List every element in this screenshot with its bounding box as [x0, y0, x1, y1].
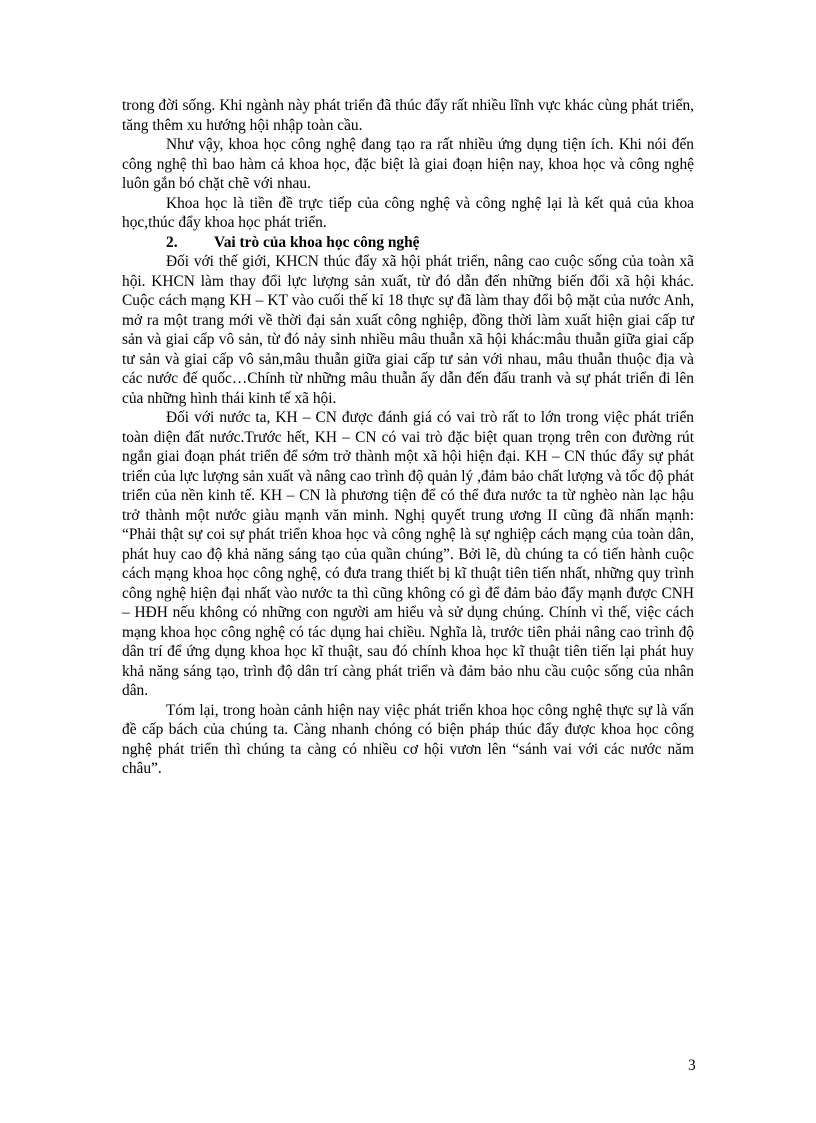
- paragraph-khcn-tien-ich: Như vậy, khoa học công nghệ đang tạo ra rất nhiều ứng dụng tiện ích. Khi nói đến công nghệ thì bao hàm cả khoa học, đặc biệt là giai đoạn hiện nay, khoa học và công nghệ luôn gắn bó chặt chẽ với nhau.: [122, 136, 694, 192]
- page-number: 3: [688, 1057, 696, 1074]
- section-heading: [122, 233, 694, 253]
- paragraph-the-gioi: Đối với thế giới, KHCN thúc đẩy xã hội phát triển, nâng cao cuộc sống của toàn xã hội. KHCN làm thay đổi lực lượng sản xuất, từ đó dẫn đến những biến đổi xã hội khác. Cuộc cách mạng KH – KT vào cuối thế kỉ 18 thực sự đã làm thay đổi bộ mặt của nước Anh, mở ra một trang mới về thời đại sản xuất công nghiệp, đồng thời làm xuất hiện giai cấp tư sản và giai cấp vô sản, từ đó nảy sinh nhiều mâu thuẫn xã hội khác:mâu thuẫn giữa giai cấp tư sản và giai cấp vô sản,mâu thuẫn giữa giai cấp tư sản với nhau, mâu thuẫn thuộc địa và các nước đế quốc…Chính từ những mâu thuẫn ấy dẫn đến đấu tranh và sự phát triển đi lên của những hình thái kinh tế xã hội.: [122, 253, 694, 407]
- paragraph-nuoc-ta: Đối với nước ta, KH – CN được đánh giá có vai trò rất to lớn trong việc phát triển toàn diện đất nước.Trước hết, KH – CN có vai trò đặc biệt quan trọng trên con đường rút ngắn giai đoạn phát triển để sớm trở thành một xã hội hiện đại. KH – CN thúc đẩy sự phát triển của lực lượng sản xuất và nâng cao trình độ quản lý ,đảm bảo chất lượng và tốc độ phát triển của nền kinh tế. KH – CN là phương tiện để có thể đưa nước ta từ nghèo nàn lạc hậu trở thành một nước giàu mạnh văn minh. Nghị quyết trung ương II cũng đã nhấn mạnh: “Phải thật sự coi sự phát triển khoa học và công nghệ là sự nghiệp cách mạng của toàn dân, phát huy cao độ khả năng sáng tạo của quần chúng”. Bởi lẽ, dù chúng ta có tiến hành cuộc cách mạng khoa học công nghệ, có đưa trang thiết bị kĩ thuật tiên tiến nhất, những quy trình công nghệ hiện đại nhất vào nước ta thì cũng không có gì để đảm bảo đẩy mạnh được CNH – HĐH nếu không có những con người am hiểu và sử dụng chúng. Chính vì thế, việc cách mạng khoa học công nghệ có tác dụng hai chiều. Nghĩa là, trước tiên phải nâng cao trình độ dân trí để ứng dụng khoa học kĩ thuật, sau đó chính khoa học kĩ thuật tiên tiến lại phát huy khả năng sáng tạo, trình độ dân trí càng phát triển và đảm bảo nhu cầu cuộc sống của nhân dân.: [122, 409, 694, 699]
- section-title: Vai trò của khoa học công nghệ: [214, 233, 420, 251]
- section-number: 2.: [166, 233, 178, 251]
- document-body: [122, 96, 694, 779]
- paragraph-continuation: trong đời sống. Khi ngành này phát triển đã thúc đẩy rất nhiều lĩnh vực khác cùng phát triển, tăng thêm xu hướng hội nhập toàn cầu.: [122, 97, 694, 134]
- paragraph-tien-de: Khoa học là tiền đề trực tiếp của công nghệ và công nghệ lại là kết quả của khoa học,thúc đẩy khoa học phát triển.: [122, 194, 694, 231]
- paragraph-tom-lai: Tóm lại, trong hoàn cảnh hiện nay việc phát triển khoa học công nghệ thực sự là vấn đề cấp bách của chúng ta. Càng nhanh chóng có biện pháp thúc đẩy được khoa học công nghệ phát triển thì chúng ta càng có nhiều cơ hội vươn lên “sánh vai với các nước năm châu”.: [122, 701, 694, 777]
